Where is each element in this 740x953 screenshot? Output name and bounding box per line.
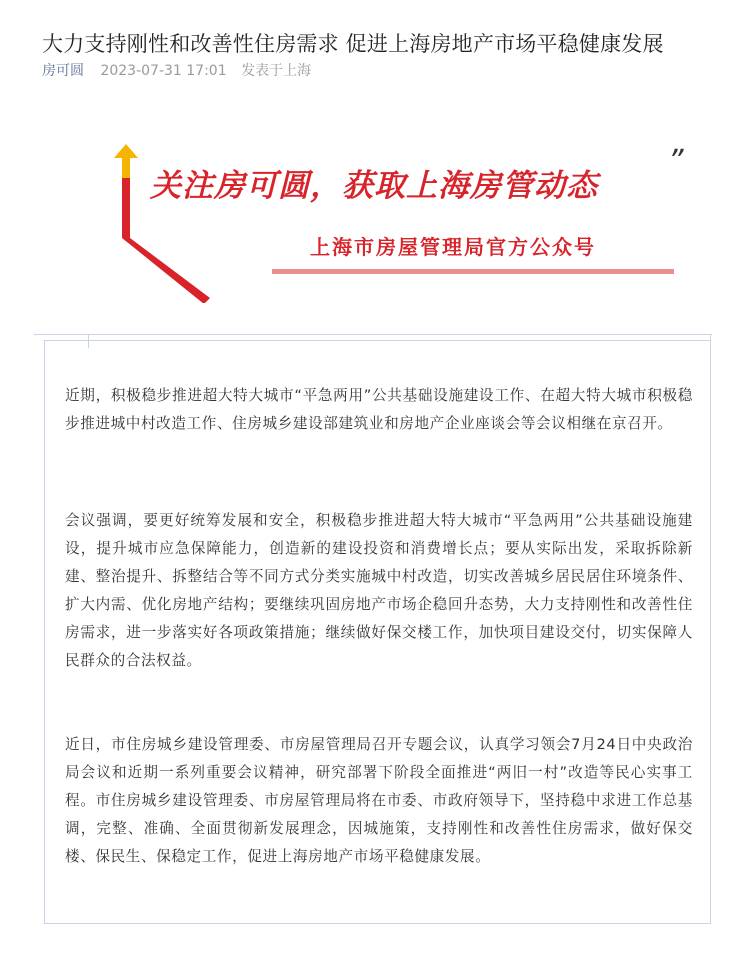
banner-subtitle: 上海市房屋管理局官方公众号 <box>310 235 596 259</box>
paragraph-3: 近日，市住房城乡建设管理委、市房屋管理局召开专题会议，认真学习领会7月24日中央政治局会议和近期一系列重要会议精神，研究部署下阶段全面推进“两旧一村”改造等民心实事工程。市住房城乡建设管理委、市房屋管理局将在市委、市政府领导下，坚持稳中求进工作总基调，完整、准确、全面贯彻新发展理念，因城施策，支持刚性和改善性住房需求，做好保交楼、保民生、保稳定工作，促进上海房地产市场平稳健康发展。 <box>65 735 693 865</box>
article-title: 大力支持刚性和改善性住房需求 促进上海房地产市场平稳健康发展 <box>42 32 664 57</box>
divider <box>34 334 712 335</box>
publish-location: 发表于上海 <box>241 63 312 79</box>
paragraph-2: 会议强调，要更好统筹发展和安全，积极稳步推进超大特大城市“平急两用”公共基础设施建设，提升城市应急保障能力，创造新的建设投资和消费增长点；要从实际出发，采取拆除新建、整治提升、拆整结合等不同方式分类实施城中村改造，切实改善城乡居民居住环境条件、扩大内需、优化房地产结构；要继续巩固房地产市场企稳回升态势，大力支持刚性和改善性住房需求，进一步落实好各项政策措施；继续做好保交楼工作，加快项目建设交付，切实保障人民群众的合法权益。 <box>65 511 693 669</box>
author-link[interactable]: 房可圆 <box>42 63 84 79</box>
paragraph-1: 近期，积极稳步推进超大特大城市“平急两用”公共基础设施建设工作、在超大特大城市积极稳步推进城中村改造工作、住房城乡建设部建筑业和房地产企业座谈会等会议相继在京召开。 <box>65 386 693 432</box>
article-meta <box>42 60 311 80</box>
banner-image <box>100 138 700 303</box>
quote-mark-icon: ” <box>668 144 684 179</box>
banner-slogan: 关注房可圆，获取上海房管动态 <box>150 168 598 204</box>
publish-time: 2023-07-31 17:01 <box>100 63 227 79</box>
